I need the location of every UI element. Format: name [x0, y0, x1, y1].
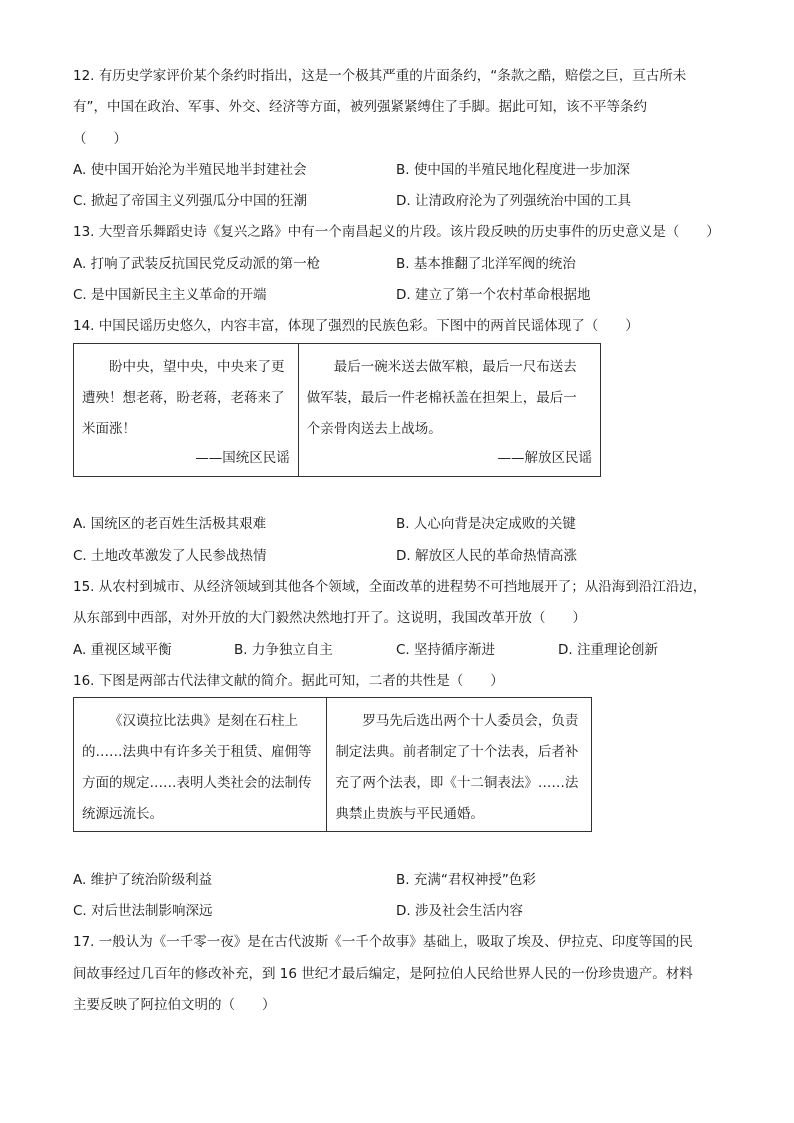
q14-stem-line-1: 14. 中国民谣历史悠久，内容丰富，体现了强烈的民族色彩。下图中的两首民谣体现了（ ）	[73, 318, 639, 334]
q14-left-source: ——国统区民谣	[195, 450, 290, 466]
q15-option-c[interactable]: C. 坚持循序渐进	[396, 642, 496, 658]
q15-option-a[interactable]: A. 重视区域平衡	[73, 642, 172, 658]
q14-right-line-1: 最后一碗米送去做军粮，最后一尺布送去	[333, 359, 577, 375]
q14-ballad-table	[73, 343, 601, 477]
q14-right-line-2: 做军装，最后一件老棉袄盖在担架上，最后一	[306, 390, 577, 406]
q14-right-line-3: 个亲骨肉送去上战场。	[306, 421, 442, 437]
q16-right-line-4: 典禁止贵族与平民通婚。	[335, 806, 484, 822]
q12-option-a[interactable]: A. 使中国开始沦为半殖民地半封建社会	[73, 162, 307, 178]
q15-option-b[interactable]: B. 力争独立自主	[234, 642, 333, 658]
q12-option-c[interactable]: C. 掀起了帝国主义列强瓜分中国的狂潮	[73, 193, 308, 209]
q16-left-cell	[74, 698, 327, 832]
q13-option-a[interactable]: A. 打响了武装反抗国民党反动派的第一枪	[73, 256, 321, 272]
q14-option-a[interactable]: A. 国统区的老百姓生活极其艰难	[73, 516, 267, 532]
q15-option-d[interactable]: D. 注重理论创新	[558, 642, 658, 658]
q14-option-b[interactable]: B. 人心向背是决定成败的关键	[396, 516, 576, 532]
q13-option-b[interactable]: B. 基本推翻了北洋军阀的统治	[396, 256, 576, 272]
q17-stem-line-2: 间故事经过几百年的修改补充，到 16 世纪才最后编定，是阿拉伯人民给世界人民的一份珍贵遗产。材料	[73, 966, 693, 982]
q12-stem-line-1: 12. 有历史学家评价某个条约时指出，这是一个极其严重的片面条约，“条款之酷，赔偿之巨，亘古所未	[73, 68, 687, 84]
q17-stem-line-3: 主要反映了阿拉伯文明的（ ）	[73, 997, 276, 1013]
q13-option-d[interactable]: D. 建立了第一个农村革命根据地	[396, 287, 591, 303]
q16-right-cell	[327, 698, 592, 832]
q12-stem-line-3: （ ）	[73, 131, 127, 147]
q16-right-line-3: 充了两个法表，即《十二铜表法》……法	[335, 775, 579, 791]
q16-left-line-3: 方面的规定……表明人类社会的法制传	[82, 775, 312, 791]
q12-stem-line-2: 有”，中国在政治、军事、外交、经济等方面，被列强紧紧缚住了手脚。据此可知，该不平等条约	[73, 99, 647, 115]
q16-option-c[interactable]: C. 对后世法制影响深远	[73, 903, 213, 919]
q13-stem-line-1: 13. 大型音乐舞蹈史诗《复兴之路》中有一个南昌起义的片段。该片段反映的历史事件的历史意义是（ ）	[73, 224, 720, 240]
q16-stem-line-1: 16. 下图是两部古代法律文献的简介。据此可知，二者的共性是（ ）	[73, 673, 504, 689]
q14-right-source: ——解放区民谣	[497, 450, 592, 466]
q14-left-cell	[74, 344, 299, 477]
q16-option-a[interactable]: A. 维护了统治阶级利益	[73, 872, 213, 888]
q15-stem-line-2: 从东部到中西部，对外开放的大门毅然决然地打开了。这说明，我国改革开放（ ）	[73, 610, 586, 626]
q16-left-line-2: 的……法典中有许多关于租赁、雇佣等	[82, 744, 312, 760]
q16-option-d[interactable]: D. 涉及社会生活内容	[396, 903, 523, 919]
q14-option-c[interactable]: C. 土地改革激发了人民参战热情	[73, 548, 267, 564]
q17-stem-line-1: 17. 一般认为《一千零一夜》是在古代波斯《一千个故事》基础上，吸取了埃及、伊拉克、印度等国的民	[73, 934, 693, 950]
q13-option-c[interactable]: C. 是中国新民主主义革命的开端	[73, 287, 267, 303]
q16-law-table	[73, 697, 592, 832]
q16-right-line-1: 罗马先后选出两个十人委员会，负责	[362, 713, 579, 729]
q14-right-cell	[298, 344, 600, 477]
q14-left-line-3: 米面涨！	[82, 421, 136, 437]
q16-right-line-2: 制定法典。前者制定了十个法表，后者补	[335, 744, 579, 760]
q12-option-b[interactable]: B. 使中国的半殖民地化程度进一步加深	[396, 162, 630, 178]
q14-option-d[interactable]: D. 解放区人民的革命热情高涨	[396, 548, 577, 564]
q16-option-b[interactable]: B. 充满“君权神授”色彩	[396, 872, 536, 888]
q16-left-line-4: 统源远流长。	[82, 806, 163, 822]
q16-left-line-1: 《汉谟拉比法典》是刻在石柱上	[109, 713, 298, 729]
q14-left-line-1: 盼中央，望中央，中央来了更	[109, 359, 285, 375]
q12-option-d[interactable]: D. 让清政府沦为了列强统治中国的工具	[396, 193, 631, 209]
q14-left-line-2: 遭殃！想老蒋，盼老蒋，老蒋来了	[82, 390, 285, 406]
q15-stem-line-1: 15. 从农村到城市、从经济领域到其他各个领域，全面改革的进程势不可挡地展开了；从沿海到沿江沿边，	[73, 579, 707, 595]
